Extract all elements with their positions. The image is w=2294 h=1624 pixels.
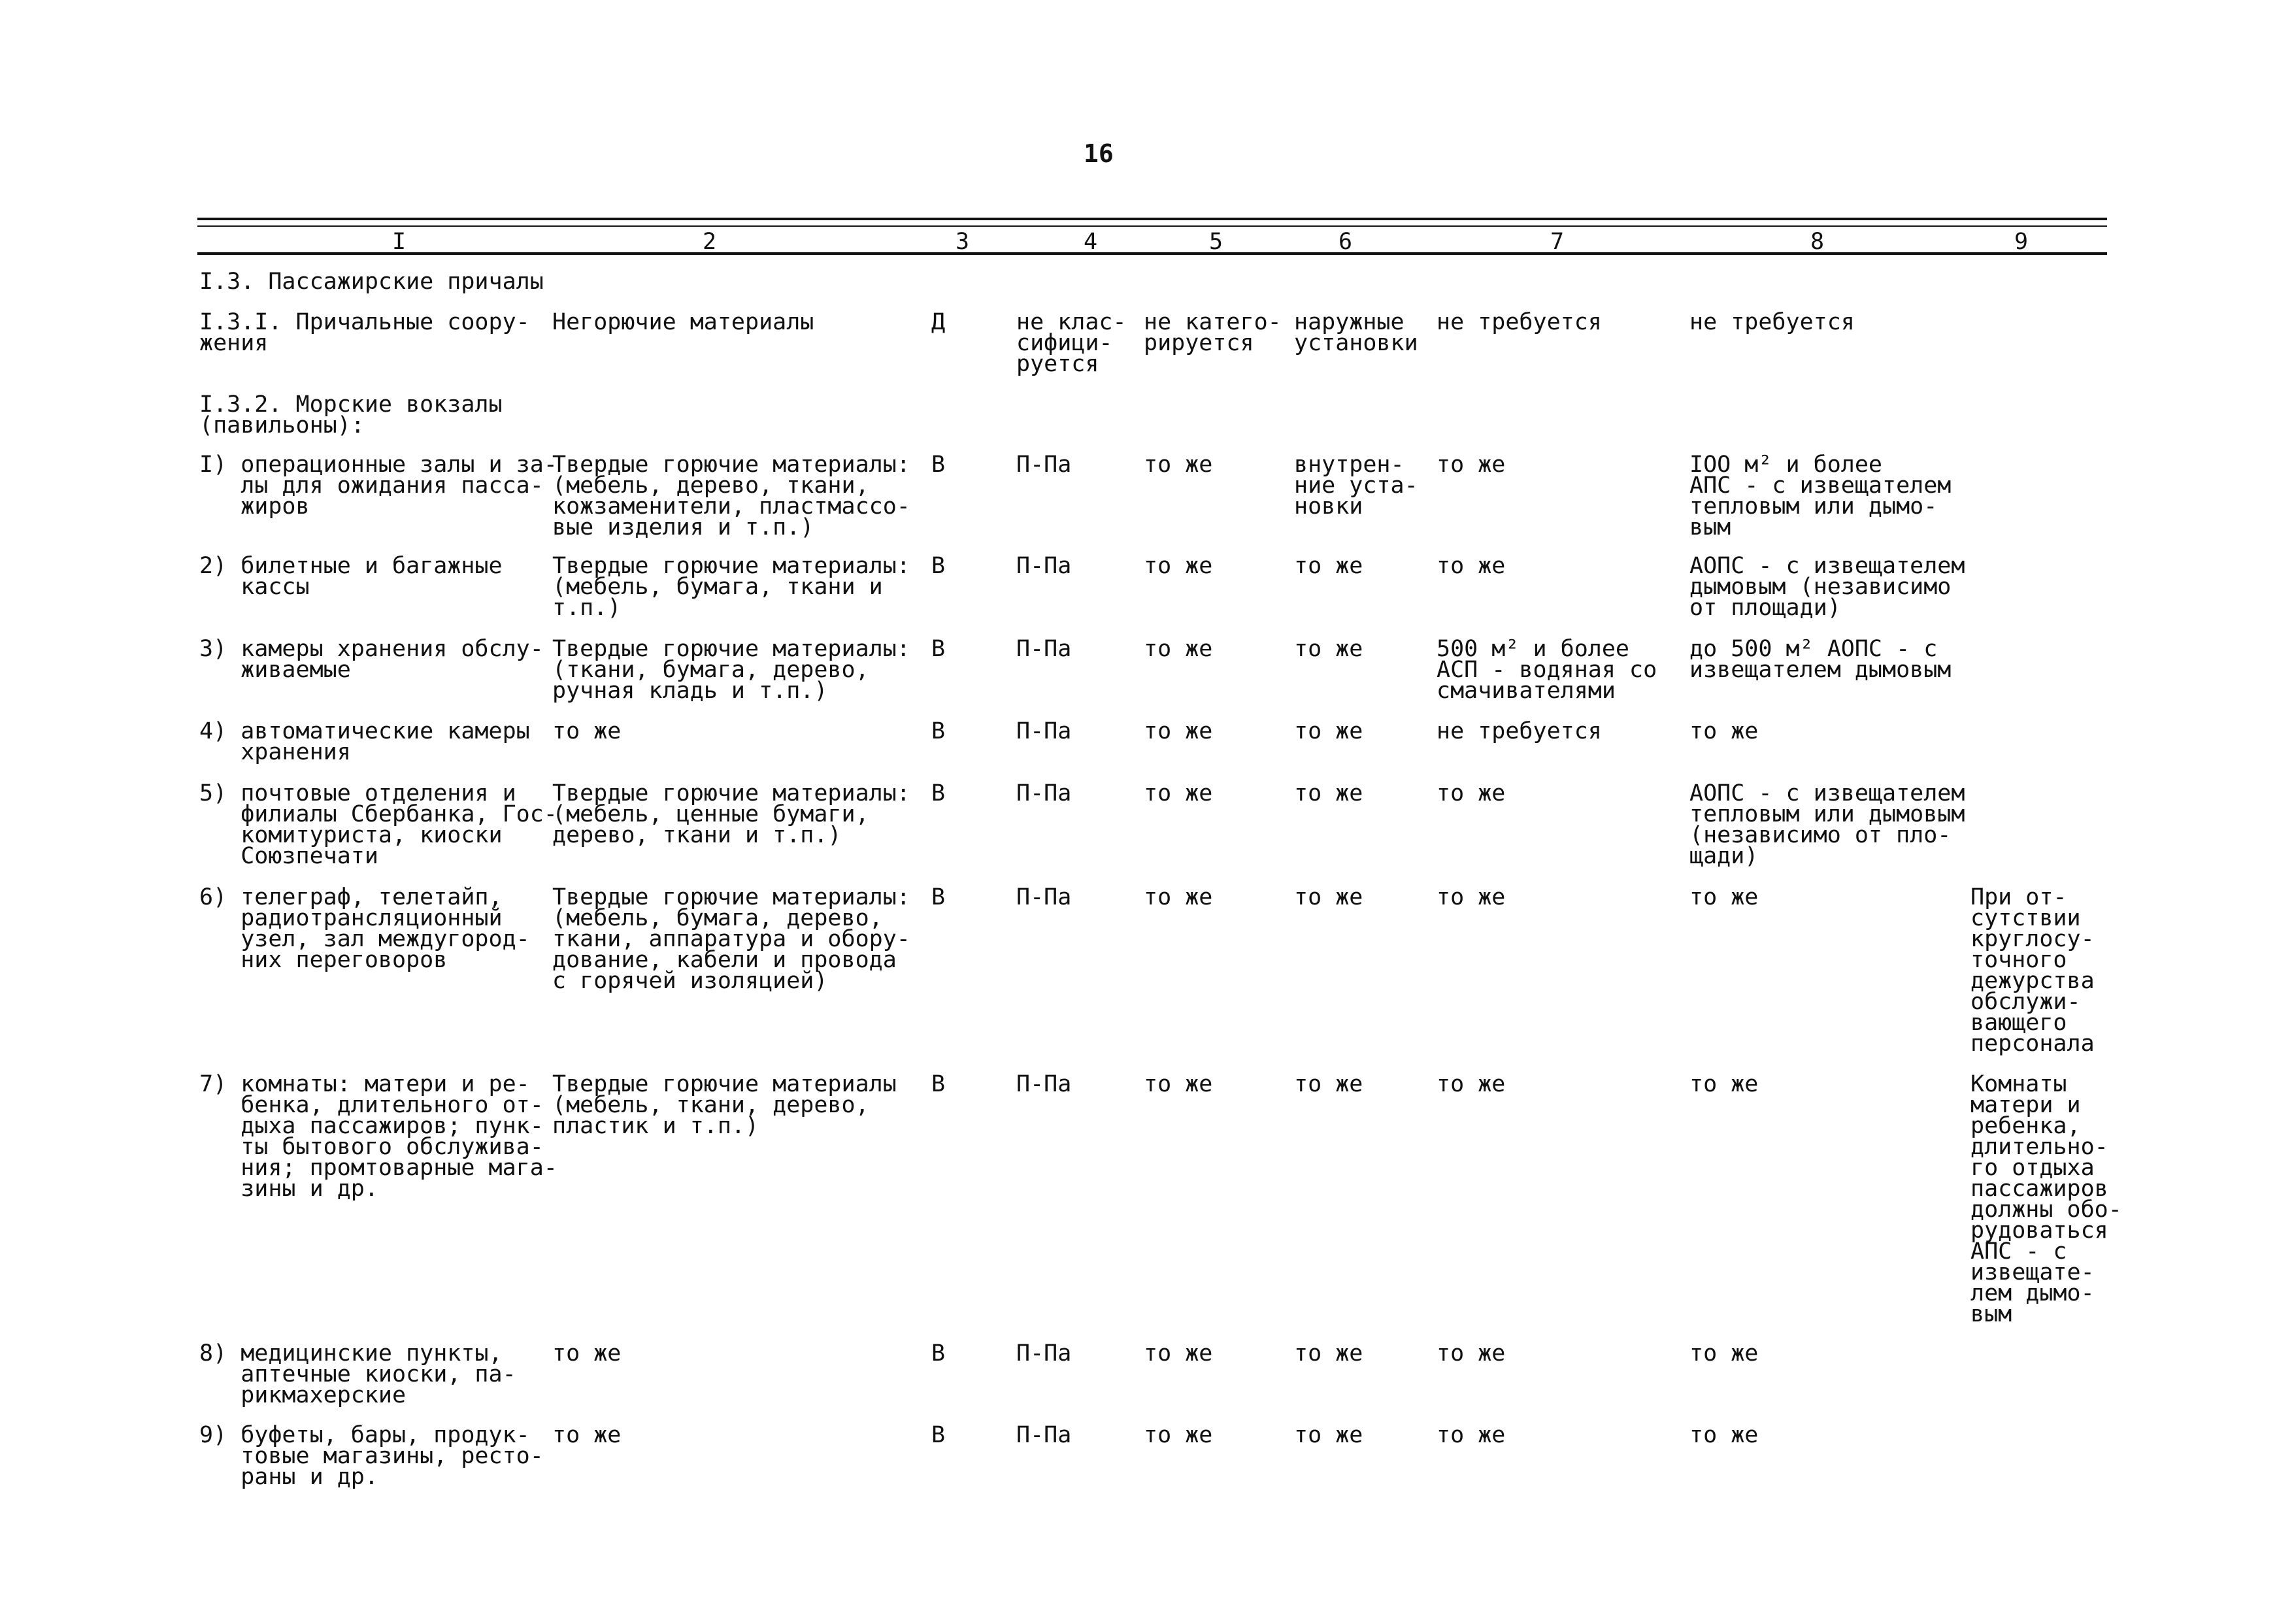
table-cell: то же xyxy=(1144,1340,1213,1367)
table-cell: I) операционные залы и за- лы для ожидания пасса- жиров xyxy=(199,452,557,520)
table-cell: то же xyxy=(1294,718,1363,744)
table-cell: внутрен- ние уста- новки xyxy=(1294,452,1418,520)
table-cell: В xyxy=(931,636,946,662)
table-cell: 9) буфеты, бары, продук- товые магазины, ресто- раны и др. xyxy=(199,1422,544,1490)
table-cell: П-Па xyxy=(1016,1340,1072,1367)
table-cell: 5) почтовые отделения и филиалы Сбербанка, Гос- комитуриста, киоски Союзпечати xyxy=(199,780,557,869)
table-cell: П-Па xyxy=(1016,452,1072,478)
table-cell: П-Па xyxy=(1016,780,1072,806)
table-cell: 4) автоматические камеры хранения xyxy=(199,718,530,765)
table-cell: 2) билетные и багажные кассы xyxy=(199,553,503,600)
table-cell: то же xyxy=(1144,1422,1213,1448)
header-top-rule xyxy=(197,218,2107,220)
column-header-2: 2 xyxy=(703,229,717,255)
header-mid-rule xyxy=(197,225,2107,227)
table-cell: то же xyxy=(1689,1422,1759,1448)
table-cell: При от- сутствии круглосу- точного дежурства обслужи- вающего персонала xyxy=(1970,884,2095,1057)
table-cell: то же xyxy=(1294,636,1363,662)
table-cell: П-Па xyxy=(1016,718,1072,744)
table-cell: то же xyxy=(552,1340,622,1367)
table-cell: не катего- рируется xyxy=(1144,309,1282,356)
table-cell: П-Па xyxy=(1016,1071,1072,1097)
table-cell: Твердые горючие материалы (мебель, ткани, дерево, пластик и т.п.) xyxy=(552,1071,897,1139)
table-cell: то же xyxy=(552,1422,622,1448)
table-cell: АОПС - с извещателем тепловым или дымовым (независимо от пло- щади) xyxy=(1689,780,1965,869)
table-cell: Твердые горючие материалы: (ткани, бумага, дерево, ручная кладь и т.п.) xyxy=(552,636,910,704)
table-cell: то же xyxy=(1294,553,1363,579)
column-header-1: I xyxy=(392,229,407,255)
column-header-5: 5 xyxy=(1209,229,1223,255)
table-cell: П-Па xyxy=(1016,636,1072,662)
table-cell: IOO м² и более АПС - с извещателем тепловым или дымо- вым xyxy=(1689,452,1952,540)
table-cell: то же xyxy=(1437,1422,1506,1448)
table-cell: Негорючие материалы xyxy=(552,309,814,335)
table-cell: В xyxy=(931,884,946,910)
table-cell: Твердые горючие материалы: (мебель, ценные бумаги, дерево, ткани и т.п.) xyxy=(552,780,910,848)
table-cell: не требуется xyxy=(1437,718,1602,744)
table-cell: то же xyxy=(1689,1071,1759,1097)
table-cell: то же xyxy=(1144,636,1213,662)
table-cell: Твердые горючие материалы: (мебель, бумага, дерево, ткани, аппаратура и обору- дование, кабели и провода с горячей изоляцией) xyxy=(552,884,910,994)
table-cell: Комнаты матери и ребенка, длительно- го отдыха пассажиров должны обо- рудоваться АПС - с извещате- лем дымо- вым xyxy=(1970,1071,2122,1327)
table-cell: то же xyxy=(1144,452,1213,478)
table-cell: АОПС - с извещателем дымовым (независимо от площади) xyxy=(1689,553,1965,621)
table-cell: то же xyxy=(1144,718,1213,744)
table-cell: В xyxy=(931,553,946,579)
table-cell: В xyxy=(931,452,946,478)
table-cell: 3) камеры хранения обслу- живаемые xyxy=(199,636,544,683)
column-header-7: 7 xyxy=(1550,229,1565,255)
column-header-3: 3 xyxy=(956,229,970,255)
table-cell: то же xyxy=(1294,1340,1363,1367)
table-cell: I.3.I. Причальные соору- жения xyxy=(199,309,530,356)
table-cell: то же xyxy=(1437,553,1506,579)
table-cell: то же xyxy=(1294,780,1363,806)
table-cell: 500 м² и более АСП - водяная со смачивателями xyxy=(1437,636,1657,704)
table-cell: то же xyxy=(1437,1340,1506,1367)
table-cell: то же xyxy=(552,718,622,744)
table-cell: В xyxy=(931,718,946,744)
table-cell: то же xyxy=(1144,553,1213,579)
table-cell: то же xyxy=(1144,1071,1213,1097)
table-cell: Д xyxy=(931,309,946,335)
table-cell: то же xyxy=(1144,780,1213,806)
table-cell: В xyxy=(931,1340,946,1367)
table-cell: до 500 м² АОПС - с извещателем дымовым xyxy=(1689,636,1952,683)
table-cell: 8) медицинские пункты, аптечные киоски, па- рикмахерские xyxy=(199,1340,516,1408)
section-title: I.3. Пассажирские причалы xyxy=(199,269,544,295)
table-cell: то же xyxy=(1689,884,1759,910)
table-cell: не требуется xyxy=(1689,309,1855,335)
table-cell: 6) телеграф, телетайп, радиотрансляционный узел, зал междугород- них переговоров xyxy=(199,884,530,973)
table-cell: то же xyxy=(1437,780,1506,806)
table-cell: П-Па xyxy=(1016,1422,1072,1448)
table-cell: то же xyxy=(1144,884,1213,910)
sub-section-title: I.3.2. Морские вокзалы (павильоны): xyxy=(199,391,503,439)
table-cell: то же xyxy=(1437,884,1506,910)
column-header-9: 9 xyxy=(2014,229,2029,255)
column-header-8: 8 xyxy=(1810,229,1825,255)
table-cell: то же xyxy=(1294,884,1363,910)
column-header-4: 4 xyxy=(1084,229,1098,255)
table-cell: П-Па xyxy=(1016,884,1072,910)
table-cell: то же xyxy=(1689,1340,1759,1367)
table-cell: Твердые горючие материалы: (мебель, дерево, ткани, кожзаменители, пластмассо- вые изделия и т.п.) xyxy=(552,452,910,540)
table-cell: не клас- сифици- руется xyxy=(1016,309,1127,377)
table-cell: не требуется xyxy=(1437,309,1602,335)
table-cell: то же xyxy=(1689,718,1759,744)
table-cell: то же xyxy=(1437,1071,1506,1097)
table-cell: В xyxy=(931,1422,946,1448)
table-cell: В xyxy=(931,1071,946,1097)
table-cell: наружные установки xyxy=(1294,309,1418,356)
table-cell: то же xyxy=(1294,1422,1363,1448)
table-cell: то же xyxy=(1294,1071,1363,1097)
table-cell: В xyxy=(931,780,946,806)
table-cell: П-Па xyxy=(1016,553,1072,579)
table-cell: Твердые горючие материалы: (мебель, бумага, ткани и т.п.) xyxy=(552,553,910,621)
table-cell: то же xyxy=(1437,452,1506,478)
page-number: 16 xyxy=(1084,139,1114,168)
column-header-6: 6 xyxy=(1338,229,1353,255)
table-cell: 7) комнаты: матери и ре- бенка, длительного от- дыха пассажиров; пунк- ты бытового обслужива- ния; промтоварные мага- зины и др. xyxy=(199,1071,557,1202)
